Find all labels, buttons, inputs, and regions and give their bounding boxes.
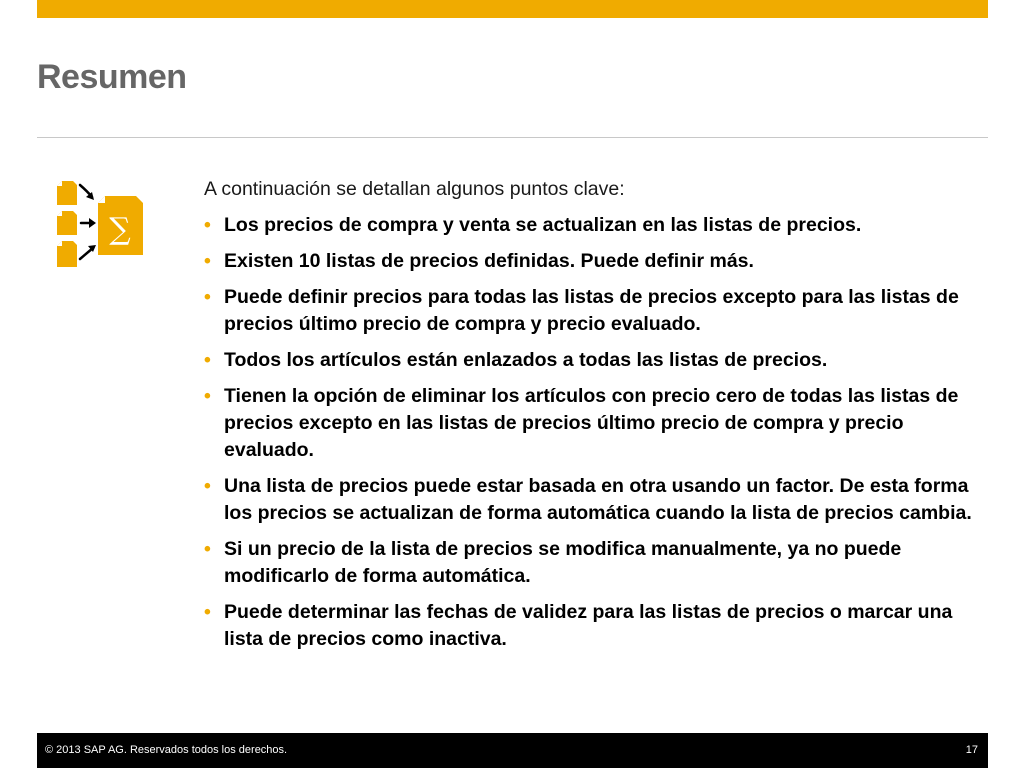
list-item [204,473,994,527]
list-item-text: Puede definir precios para todas las listas de precios excepto para las listas de precios último precio de compra y precio evaluado. [224,286,959,335]
footer-bar [37,733,988,768]
title-divider [37,137,988,138]
list-item [204,212,994,239]
sum-documents-icon [54,175,154,275]
key-points-list [204,212,994,653]
intro-text: A continuación se detallan algunos puntos clave: [204,178,625,200]
list-item-text: Los precios de compra y venta se actualizan en las listas de precios. [224,214,862,236]
bullet-icon: • [204,385,211,407]
list-item [204,536,994,590]
bullet-icon: • [204,601,211,623]
bullet-icon: • [204,475,211,497]
page-number: 17 [965,744,978,756]
bullet-icon: • [204,250,211,272]
list-item-text: Si un precio de la lista de precios se modifica manualmente, ya no puede modificarlo de forma automática. [224,538,902,587]
list-item [204,599,994,653]
list-item-text: Todos los artículos están enlazados a todas las listas de precios. [224,349,828,371]
list-item [204,248,994,275]
bullet-icon: • [204,538,211,560]
list-item-text: Existen 10 listas de precios definidas. Puede definir más. [224,250,754,272]
content-area [204,176,994,662]
copyright-text: © 2013 SAP AG. Reservados todos los derechos. [45,744,288,756]
list-item [204,347,994,374]
bullet-icon: • [204,286,211,308]
list-item-text: Puede determinar las fechas de validez para las listas de precios o marcar una lista de precios como inactiva. [224,601,953,650]
bullet-icon: • [204,349,211,371]
sum-symbol: ∑ [109,212,131,247]
bullet-icon: • [204,214,211,236]
list-item-text: Tienen la opción de eliminar los artículos con precio cero de todas las listas de precios excepto en las listas de precios último precio de compra y precio evaluado. [224,385,959,461]
top-accent-bar [37,0,988,18]
list-item [204,284,994,338]
slide-title: Resumen [37,58,187,96]
list-item [204,383,994,464]
list-item-text: Una lista de precios puede estar basada en otra usando un factor. De esta forma los precios se actualizan de forma automática cuando la lista de precios cambia. [224,475,972,524]
